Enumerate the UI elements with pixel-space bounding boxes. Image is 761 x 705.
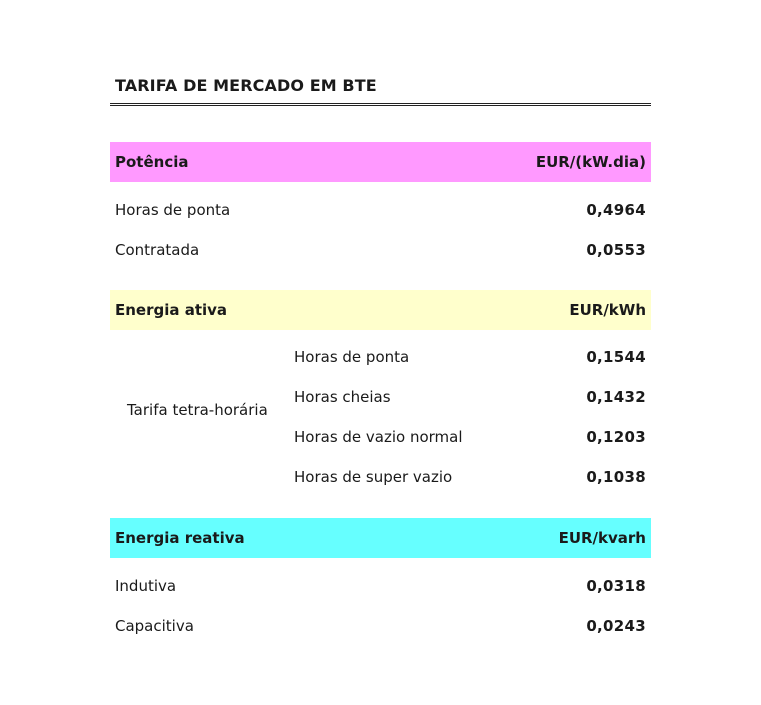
section-unit-energia-reativa: EUR/kvarh xyxy=(558,529,646,547)
row-label: Capacitiva xyxy=(115,617,194,635)
row-label-ativa-cheias: Horas cheias xyxy=(294,388,391,406)
table-row-reativa-capacitiva xyxy=(110,614,651,638)
row-value-ativa-ponta: 0,1544 xyxy=(586,348,646,366)
table-row-potencia-ponta xyxy=(110,198,651,222)
section-label-potencia: Potência xyxy=(115,153,189,171)
row-label: Horas de ponta xyxy=(115,201,231,219)
row-value: 0,0243 xyxy=(586,617,646,635)
table-row-reativa-indutiva xyxy=(110,574,651,598)
group-label-tetra-horaria: Tarifa tetra-horária xyxy=(127,401,268,419)
section-unit-energia-ativa: EUR/kWh xyxy=(569,301,646,319)
page-title: TARIFA DE MERCADO EM BTE xyxy=(115,76,377,95)
row-value: 0,0318 xyxy=(586,577,646,595)
section-header-energia-ativa xyxy=(110,290,651,330)
row-label-ativa-super-vazio: Horas de super vazio xyxy=(294,468,453,486)
section-unit-potencia: EUR/(kW.dia) xyxy=(535,153,646,171)
row-value-ativa-cheias: 0,1432 xyxy=(586,388,646,406)
section-header-energia-reativa xyxy=(110,518,651,558)
row-label-ativa-ponta: Horas de ponta xyxy=(294,348,410,366)
title-double-rule xyxy=(110,103,651,106)
row-value: 0,0553 xyxy=(586,241,646,259)
section-label-energia-ativa: Energia ativa xyxy=(115,301,228,319)
row-value-ativa-vazio-normal: 0,1203 xyxy=(586,428,646,446)
row-label-ativa-vazio-normal: Horas de vazio normal xyxy=(294,428,463,446)
row-value: 0,4964 xyxy=(586,201,646,219)
row-value-ativa-super-vazio: 0,1038 xyxy=(586,468,646,486)
section-header-potencia xyxy=(110,142,651,182)
table-row-potencia-contratada xyxy=(110,238,651,262)
row-label: Indutiva xyxy=(115,577,177,595)
row-label: Contratada xyxy=(115,241,200,259)
section-label-energia-reativa: Energia reativa xyxy=(115,529,245,547)
